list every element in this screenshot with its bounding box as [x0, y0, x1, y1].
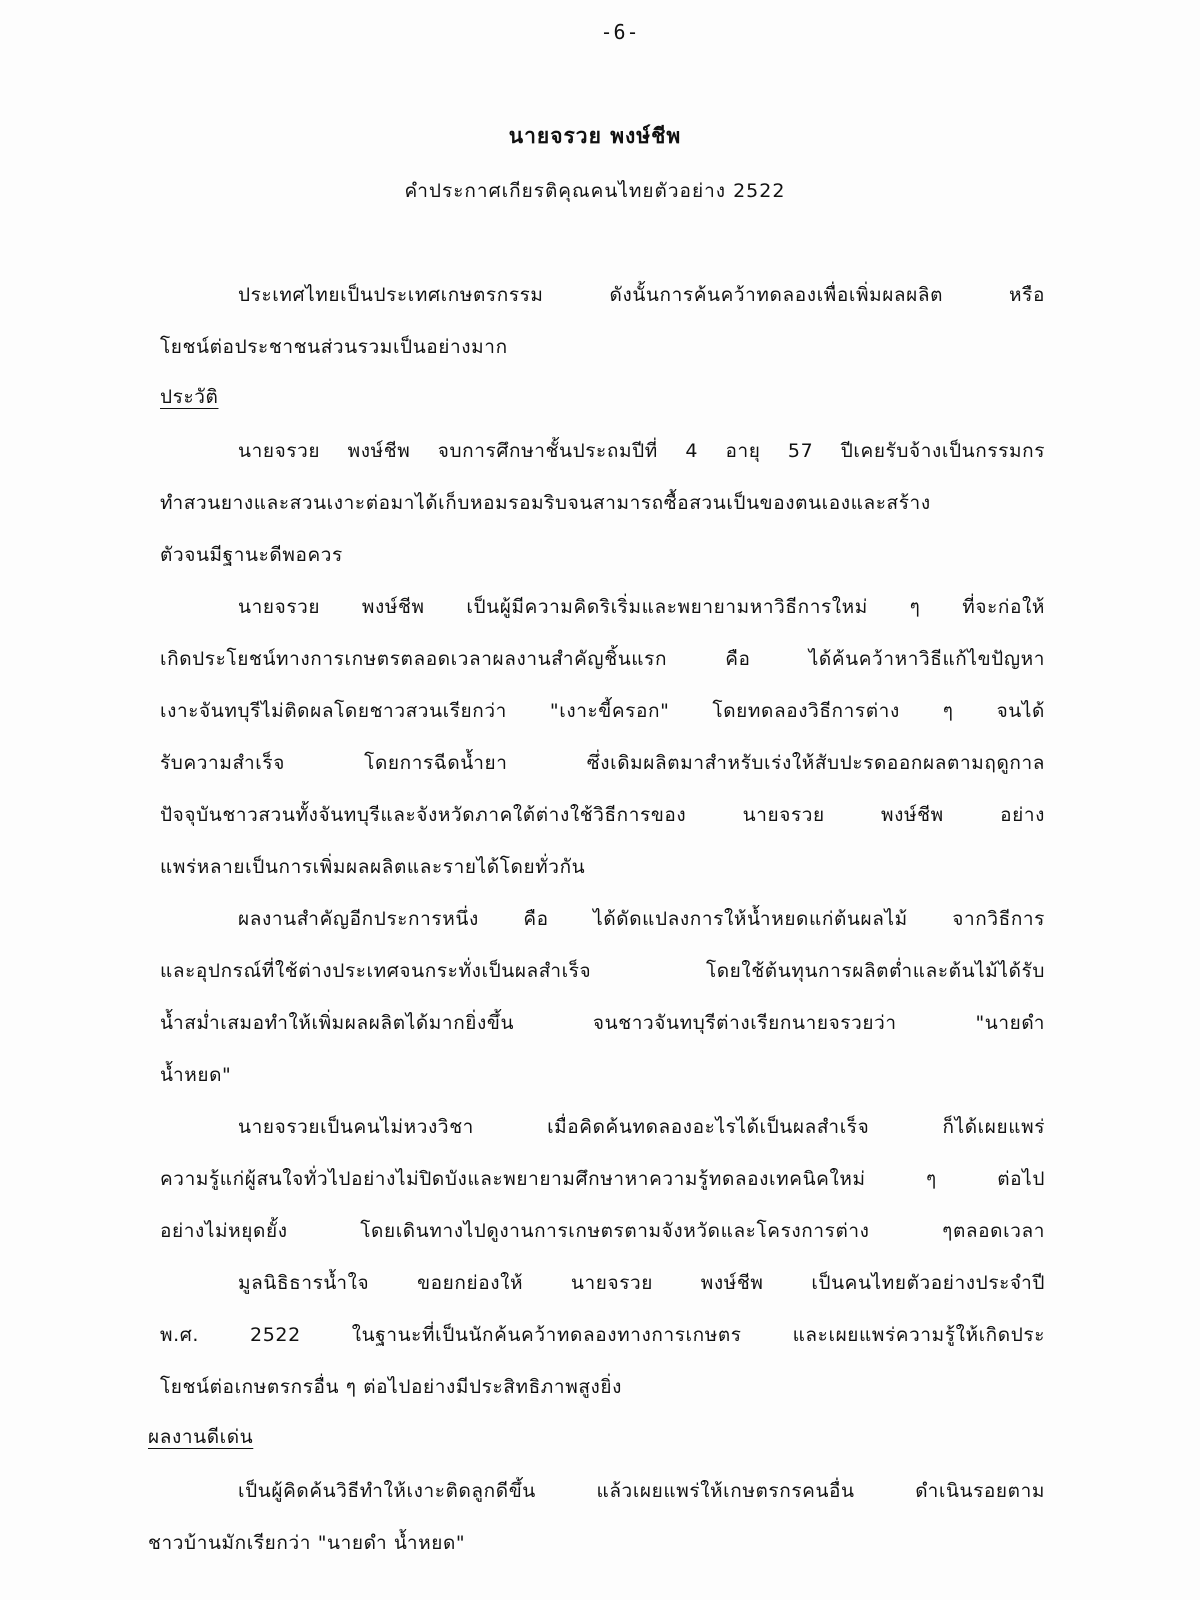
history-p3-line-1: ผลงานสำคัญอีกประการหนึ่ง คือ ได้ดัดแปลงการให้น้ำหยดแก่ต้นผลไม้ จากวิธีการ — [238, 908, 1045, 930]
section-heading-achievements: ผลงานดีเด่น — [148, 1426, 254, 1448]
achievements-p1-line-2: ชาวบ้านมักเรียกว่า "นายดำ น้ำหยด" — [148, 1532, 466, 1554]
history-p2-line-1: นายจรวย พงษ์ชีพ เป็นผู้มีความคิดริเริ่มและพยายามหาวิธีการใหม่ ๆ ที่จะก่อให้ — [238, 596, 1045, 618]
section-heading-history: ประวัติ — [160, 386, 219, 408]
history-p2-line-2: เกิดประโยชน์ทางการเกษตรตลอดเวลาผลงานสำคัญชิ้นแรก คือ ได้ค้นคว้าหาวิธีแก้ไขปัญหา — [160, 648, 1045, 670]
history-p1-line-3: ตัวจนมีฐานะดีพอควร — [160, 544, 343, 566]
page-number: -6- — [600, 20, 640, 44]
history-p1-line-1: นายจรวย พงษ์ชีพ จบการศึกษาชั้นประถมปีที่ 4 อายุ 57 ปีเคยรับจ้างเป็นกรรมกร — [238, 440, 1045, 462]
history-p4-line-1: นายจรวยเป็นคนไม่หวงวิชา เมื่อคิดค้นทดลองอะไรได้เป็นผลสำเร็จ ก็ได้เผยแพร่ — [238, 1116, 1045, 1138]
history-p4-line-3: อย่างไม่หยุดยั้ง โดยเดินทางไปดูงานการเกษตรตามจังหวัดและโครงการต่าง ๆตลอดเวลา — [160, 1220, 1045, 1242]
history-p3-line-2: และอุปกรณ์ที่ใช้ต่างประเทศจนกระทั่งเป็นผลสำเร็จ โดยใช้ต้นทุนการผลิตต่ำและต้นไม้ได้รับ — [160, 960, 1045, 982]
history-p5-line-1: มูลนิธิธารน้ำใจ ขอยกย่องให้ นายจรวย พงษ์ชีพ เป็นคนไทยตัวอย่างประจำปี — [238, 1272, 1045, 1294]
intro-line-1: ประเทศไทยเป็นประเทศเกษตรกรรม ดังนั้นการค้นคว้าทดลองเพื่อเพิ่มผลผลิต หรือ — [238, 284, 1045, 306]
history-p5-line-3: โยชน์ต่อเกษตรกรอื่น ๆ ต่อไปอย่างมีประสิทธิภาพสูงยิ่ง — [160, 1376, 623, 1398]
intro-line-2: โยชน์ต่อประชาชนส่วนรวมเป็นอย่างมาก — [160, 336, 508, 358]
achievements-p1-line-1: เป็นผู้คิดค้นวิธีทำให้เงาะติดลูกดีขึ้น แล้วเผยแพร่ให้เกษตรกรคนอื่น ดำเนินรอยตาม — [238, 1480, 1045, 1502]
history-p4-line-2: ความรู้แก่ผู้สนใจทั่วไปอย่างไม่ปิดบังและพยายามศึกษาหาความรู้ทดลองเทคนิคใหม่ ๆ ต่อไป — [160, 1168, 1045, 1190]
history-p2-line-5: ปัจจุบันชาวสวนทั้งจันทบุรีและจังหวัดภาคใต้ต่างใช้วิธีการของ นายจรวย พงษ์ชีพ อย่าง — [160, 804, 1045, 826]
document-subtitle: คำประกาศเกียรติคุณคนไทยตัวอย่าง 2522 — [404, 180, 786, 202]
history-p5-line-2: พ.ศ. 2522 ในฐานะที่เป็นนักค้นคว้าทดลองทางการเกษตร และเผยแพร่ความรู้ให้เกิดประ — [160, 1324, 1045, 1346]
document-title: นายจรวย พงษ์ชีพ — [508, 124, 682, 148]
history-p3-line-3: น้ำสม่ำเสมอทำให้เพิ่มผลผลิตได้มากยิ่งขึ้น จนชาวจันทบุรีต่างเรียกนายจรวยว่า "นายดำ — [160, 1012, 1045, 1034]
history-p2-line-6: แพร่หลายเป็นการเพิ่มผลผลิตและรายได้โดยทั่วกัน — [160, 856, 586, 878]
history-p2-line-4: รับความสำเร็จ โดยการฉีดน้ำยา ซึ่งเดิมผลิตมาสำหรับเร่งให้สับปะรดออกผลตามฤดูกาล — [160, 752, 1045, 774]
history-p3-line-4: น้ำหยด" — [160, 1064, 232, 1086]
history-p1-line-2: ทำสวนยางและสวนเงาะต่อมาได้เก็บหอมรอมริบจนสามารถซื้อสวนเป็นของตนเองและสร้าง — [160, 492, 931, 514]
history-p2-line-3: เงาะจันทบุรีไม่ติดผลโดยชาวสวนเรียกว่า "เงาะขี้ครอก" โดยทดลองวิธีการต่าง ๆ จนได้ — [160, 700, 1045, 722]
